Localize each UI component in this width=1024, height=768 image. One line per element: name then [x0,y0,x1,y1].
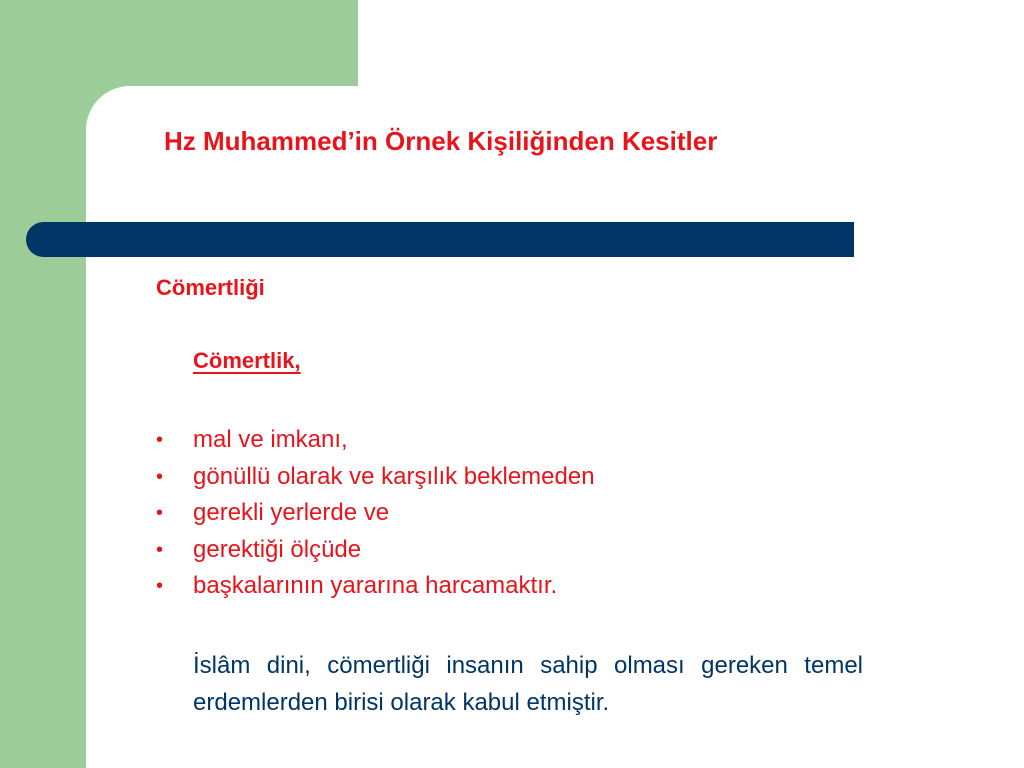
section-heading: Cömertliği [156,275,265,300]
slide-title: Hz Muhammed’in Örnek Kişiliğinden Kesitler [164,126,718,156]
bullet-text: başkalarının yararına harcamaktır. [193,572,558,599]
bullet-icon: • [156,575,164,597]
bullet-text: gerekli yerlerde ve [193,499,390,526]
bullet-text: gönüllü olarak ve karşılık beklemeden [193,462,595,490]
definition-term: Cömertlik, [193,348,301,373]
bullet-icon: • [156,465,164,488]
bullet-text: mal ve imkanı, [193,426,348,453]
bullet-icon: • [156,429,164,451]
bullet-icon: • [156,502,164,524]
body-paragraph: İslâm dini, cömertliği insanın sahip olması gereken temel erdemlerden birisi olarak kabul etmiştir. [193,652,863,716]
bullet-icon: • [156,538,164,561]
bullet-text: gerektiği ölçüde [193,535,362,563]
title-divider-bar [26,222,854,257]
